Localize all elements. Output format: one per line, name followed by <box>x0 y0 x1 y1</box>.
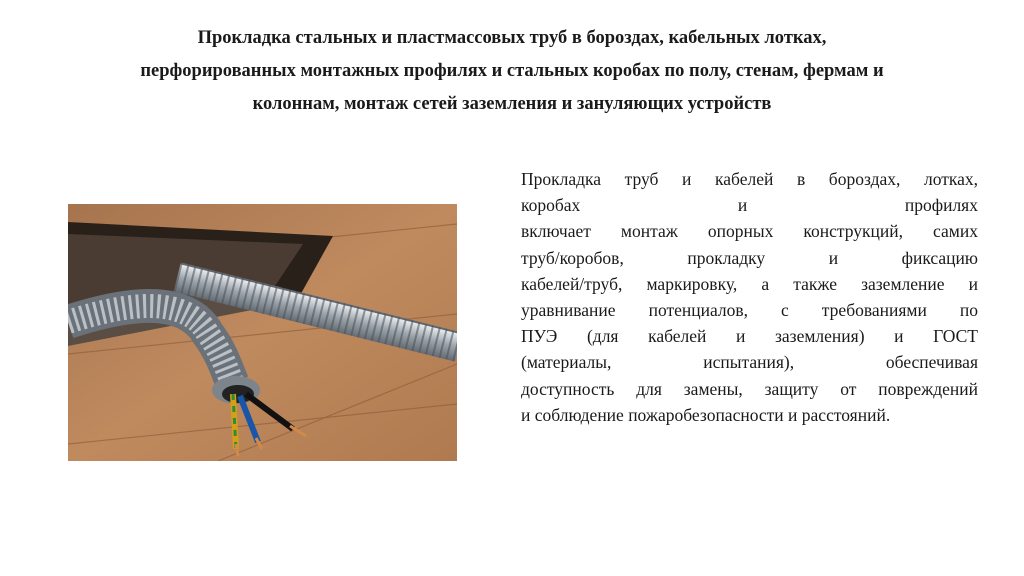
body-paragraph <box>521 166 978 428</box>
body-line: (материалы, испытания), обеспечивая <box>521 352 978 373</box>
slide-title <box>60 22 964 121</box>
title-line-3: колоннам, монтаж сетей заземления и зануляющих устройств <box>252 94 772 114</box>
body-line: ПУЭ (для кабелей и заземления) и ГОСТ <box>521 326 978 347</box>
title-line-2: перфорированных монтажных профилях и стальных коробах по полу, стенам, фермам и <box>140 61 884 81</box>
body-line: доступность для замены, защиту от повреждений <box>521 378 978 399</box>
body-line: включает монтаж опорных конструкций, самих <box>521 221 978 242</box>
title-line-1: Прокладка стальных и пластмассовых труб в бороздах, кабельных лотках, <box>197 28 827 48</box>
body-line: уравнивание потенциалов, с требованиями по <box>521 300 978 321</box>
body-line: коробах и профилях <box>521 195 978 216</box>
conduit-photo <box>68 204 457 461</box>
body-line: труб/коробов, прокладку и фиксацию <box>521 247 978 268</box>
body-line: кабелей/труб, маркировку, а также заземление и <box>521 273 978 294</box>
body-line: Прокладка труб и кабелей в бороздах, лотках, <box>521 169 978 189</box>
body-line: и соблюдение пожаробезопасности и расстояний. <box>521 404 891 425</box>
